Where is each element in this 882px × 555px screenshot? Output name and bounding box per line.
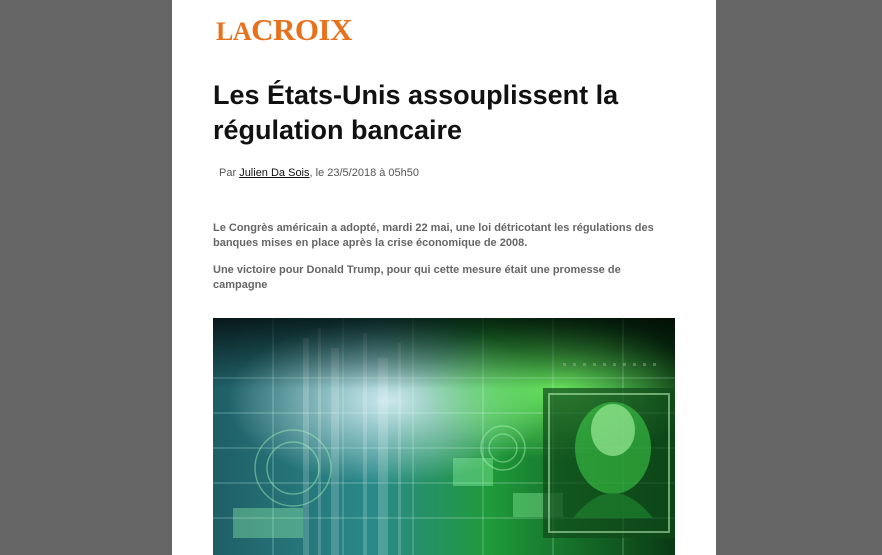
lead-paragraph-1: Le Congrès américain a adopté, mardi 22 mai, une loi détricotant les régulations des banques mises en place après la crise économique de 2008. <box>213 222 654 249</box>
article-byline <box>219 167 419 179</box>
article-title: Les États-Unis assouplissent la régulation bancaire <box>213 80 619 145</box>
byline-prefix: Par <box>219 167 240 179</box>
hero-image <box>213 318 675 555</box>
article-page <box>172 0 716 555</box>
author-link[interactable]: Julien Da Sois <box>239 167 310 179</box>
lead-paragraph-2: Une victoire pour Donald Trump, pour qui cette mesure était une promesse de campagne <box>213 264 621 291</box>
la-croix-logo[interactable] <box>216 12 352 46</box>
banknote-digital-image <box>213 318 675 555</box>
logo-word-la: LA <box>216 17 252 46</box>
byline-date: , le 23/5/2018 à 05h50 <box>309 167 419 179</box>
logo-word-croix: CROIX <box>251 12 352 47</box>
